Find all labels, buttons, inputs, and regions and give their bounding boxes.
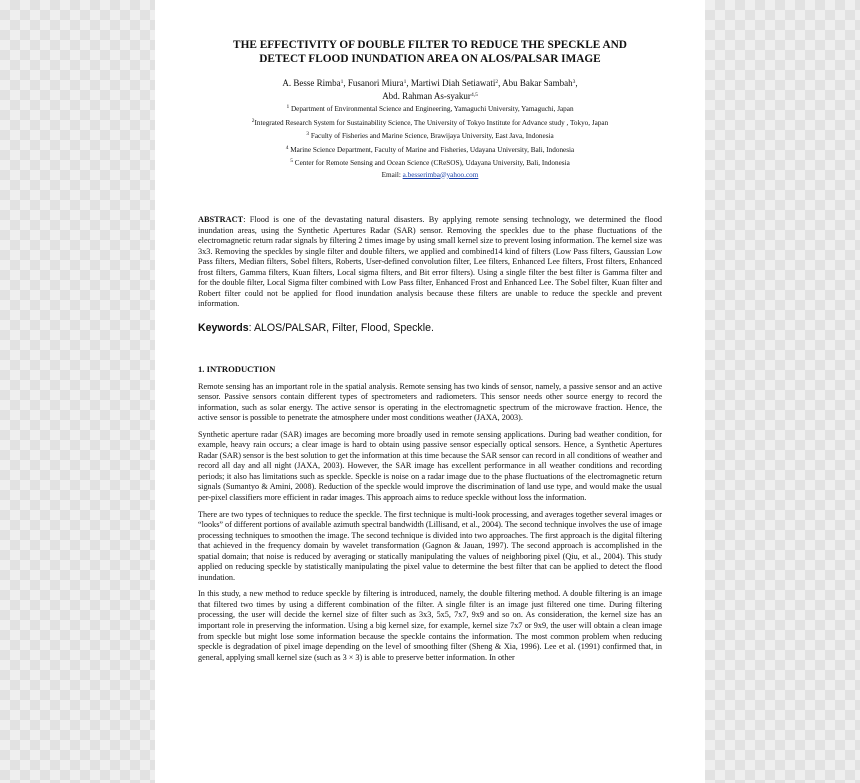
affiliation-item: $^2$Integrated Research System for Sustainability Science, The University of Tokyo Institute for Advance study , Tokyo, Japan — [251, 117, 609, 127]
author-name: , Martiwi Diah Setiawati — [406, 78, 496, 88]
author-list — [198, 76, 662, 102]
author-name: , Abu Bakar Sambah — [498, 78, 573, 88]
author-line-2 — [198, 89, 662, 102]
keywords-text: : ALOS/PALSAR, Filter, Flood, Speckle. — [248, 321, 434, 334]
section-heading-introduction: 1. INTRODUCTION — [198, 363, 276, 374]
author-affiliation-mark: 1 — [403, 79, 407, 85]
email-link[interactable]: a.besserimba@yahoo.com — [402, 170, 479, 179]
body-paragraph: Synthetic aperture radar (SAR) images are becoming more broadly used in remote sensing applications. During bad weather condition, for example, heavy rain occurs; a clear image is hard to obtain using passive sensor especially optical sensors. Hence, a Synthetic Apertures Radar (SAR) sensor is the best solution to get the information at this time because the SAR sensor can record in all conditions of weather and record all day and all night (JAXA, 2003). However, the SAR image has excellent performance in all weather conditions and recording periods; it also has limitations such as speckle. Speckle is noise on a radar image due to the phase fluctuations of the electromagnetic return signals (Sumantyo & Amini, 2008). Reduction of the speckle would improve the discrimination of land use type, and would make the usual per-pixel classifiers more efficient in radar images. This approach aims to reduce speckle without loss the information. — [198, 429, 662, 502]
affiliation-list — [198, 102, 662, 181]
email-label: Email: — [381, 170, 403, 179]
keywords — [198, 322, 662, 335]
transparent-background-right — [705, 0, 860, 783]
author-name: A. Besse Rimba — [282, 78, 341, 88]
abstract — [198, 215, 662, 310]
paper-title — [198, 38, 662, 66]
author-affiliation-mark: 3 — [572, 79, 576, 85]
email-line — [198, 170, 662, 182]
author-affiliation-mark: 2 — [495, 79, 499, 85]
affiliation-item: $^1$ Department of Environmental Science and Engineering, Yamaguchi University, Yamaguchi, Japan — [286, 104, 574, 113]
body-paragraph: There are two types of techniques to reduce the speckle. The first technique is multi-look processing, and averages together several images or “looks” of different portions of available azimuth spectral bandwidth (Lillisand, et al., 2004). The second technique involves the use of image processing techniques to smoothen the image. The second technique is divided into two approaches. The first approach is the digital filtering that achieved in the frequency domain by wavelet transformation (Gagnon & Jauan, 1997). The second approach is accomplished in the spatial domain; that noise is reduced by averaging or statically manipulating the values of neighboring pixel (Qiu, et al., 2004). This study applied on reducing speckle by statistically manipulating the pixel value to determine the best filter that can be applied to detect the flood inundation. — [198, 509, 662, 582]
paper-page — [155, 0, 705, 783]
author-name: , Fusanori Miura — [343, 78, 404, 88]
author-line-1 — [198, 76, 662, 89]
author-name: Abd. Rahman As-syakur — [382, 91, 471, 101]
keywords-label: Keywords — [198, 321, 249, 334]
affiliation-item: $^5$ Center for Remote Sensing and Ocean Science (CReSOS), Udayana University, Bali, Indonesia — [290, 158, 570, 167]
transparent-background-left — [0, 0, 155, 783]
abstract-label: ABSTRACT — [198, 215, 244, 224]
abstract-text: : Flood is one of the devastating natural disasters. By applying remote sensing technology, we determined the flood inundation areas, using the Synthetic Apertures Radar (SAR) sensor. Removing the speckles due to the phase fluctuations of the electromagnetic return radar signals by filtering 2 times image by using small kernel size to prevent losing information. The kernel size was 3x3. Removing the speckles by single filter and double filters, we applied and combined14 kind of filters (Low Pass filters, Gaussian Low Pass filters, Median filters, Sobel filters, Roberts, User-defined convolution filter, Lee filters, Enhanced Lee filters, Frost filters, Enhanced frost filters, Gamma filters, Kuan filters, Local sigma filters, and Bit error filters). Using a single filter the best filter is Gamma filter and for the double filter, Local Sigma filter combined with Low Pass filter, Enhanced Frost and Enhanced Lee. The Sobel filter, Kuan filter and Robert filter could not be applied for flood inundation analysis because these filters are unable to reduce the speckle and prevent information. — [198, 215, 662, 308]
affiliation-item: $^4$ Marine Science Department, Faculty of Marine and Fisheries, Udayana University, Bali, Indonesia — [285, 144, 575, 154]
title-line-2: DETECT FLOOD INUNDATION AREA ON ALOS/PALSAR IMAGE — [259, 53, 601, 65]
affiliation-item: $^3$ Faculty of Fisheries and Marine Science, Brawijaya University, East Java, Indonesia — [306, 131, 554, 140]
author-affiliation-mark: 1 — [340, 79, 344, 85]
paper-content — [198, 38, 662, 663]
body-paragraph: In this study, a new method to reduce speckle by filtering is introduced, namely, the double filtering method. A double filtering is an image that filtered two times by using a different combination of the filter. A single filter is an image just filtered one time. During filtering processing, the user will decide the kernel size of filter such as 3x3, 5x5, 7x7, 9x9 and so on. As consideration, the kernel size has an important role in preserving the information. Using a big kernel size, for example, kernel size 7x7 or 9x9, the user will obtain a clean image from speckle but might lose some information because the speckle contains the information. The most common problem when reducing speckle is degradation of pixel image depending on the level of smoothing filter (Sheng & Xia, 1996). Lee et al. (1991) confirmed that, in general, applying small kernel size (such as 3 × 3) is able to preserve better information. In other — [198, 589, 662, 662]
author-affiliation-mark: 4,5 — [470, 92, 478, 98]
author-separator: , — [575, 78, 578, 88]
body-paragraph: Remote sensing has an important role in the spatial analysis. Remote sensing has two kinds of sensor, namely, a passive sensor and an active sensor. Passive sensors contain different types of spectrometers and radiometers. This sensor needs other source energy to record the information, such as solar energy. The active sensor is operating in the electromagnetic spectrum of the microwave fraction. Hence, the active sensor is possible to penetrate the atmosphere under most conditions weather (JAXA, 2003). — [198, 381, 662, 423]
title-line-1: THE EFFECTIVITY OF DOUBLE FILTER TO REDUCE THE SPECKLE AND — [233, 39, 627, 51]
